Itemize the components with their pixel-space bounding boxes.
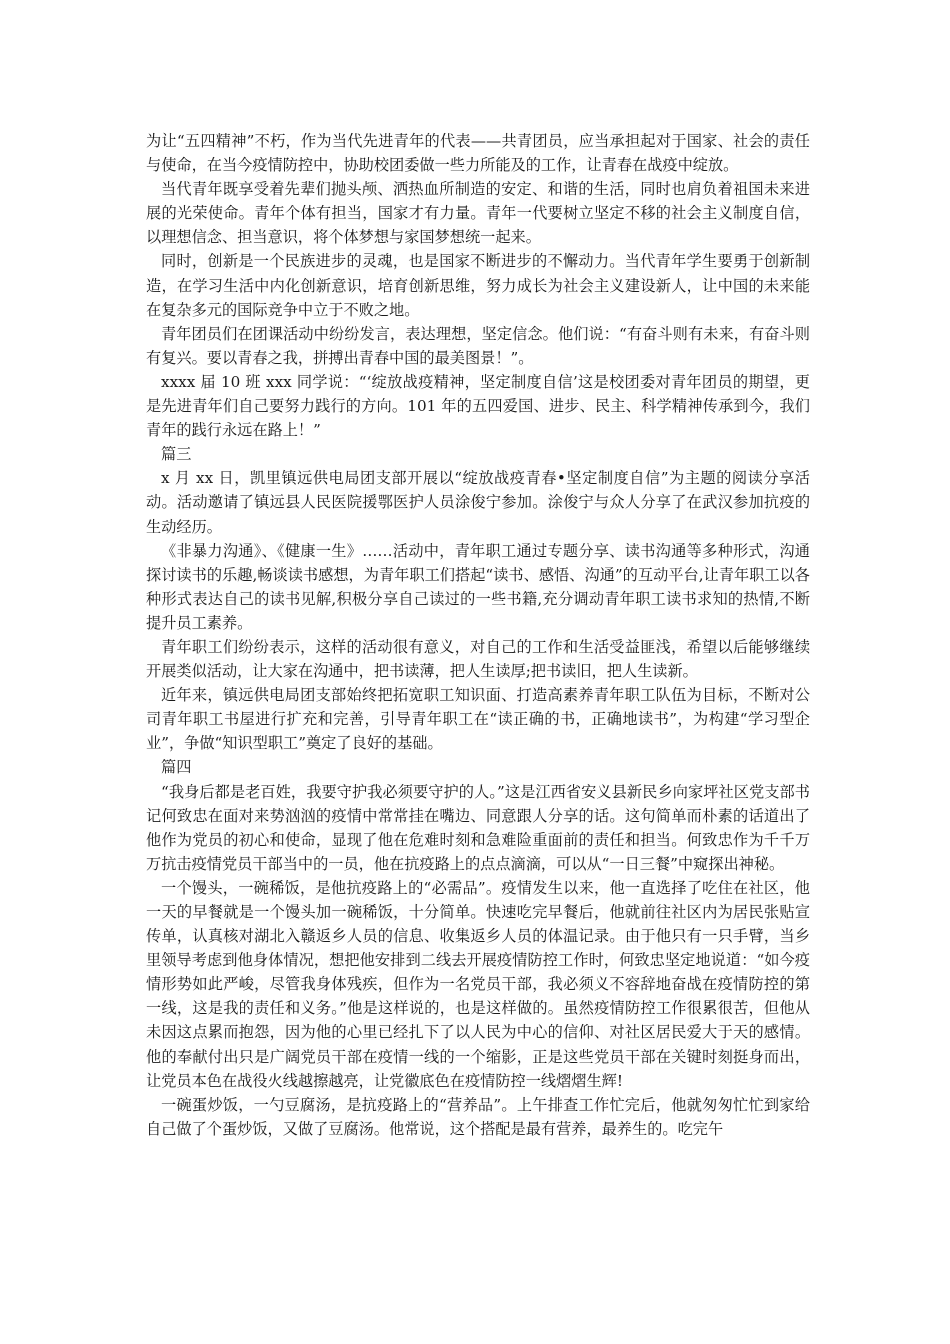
paragraph: 近年来，镇远供电局团支部始终把拓宽职工知识面、打造高素养青年职工队伍为目标，不断对公司青年职工书屋进行扩充和完善，引导青年职工在“读正确的书，正确地读书”，为构建“学习型企业”，争做“知识型职工”奠定了良好的基础。 bbox=[146, 686, 810, 753]
paragraph: 为让“五四精神”不朽，作为当代先进青年的代表——共青团员，应当承担起对于国家、社会的责任与使命，在当今疫情防控中，协助校团委做一些力所能及的工作，让青春在战疫中绽放。 bbox=[146, 132, 810, 175]
document-body bbox=[146, 129, 810, 1141]
paragraph: 青年团员们在团课活动中纷纷发言，表达理想，坚定信念。他们说：“有奋斗则有未来，有奋斗则有复兴。要以青春之我，拼搏出青春中国的最美图景！”。 bbox=[146, 324, 810, 367]
paragraph: x 月 xx 日，凯里镇远供电局团支部开展以“绽放战疫青春•坚定制度自信”为主题的阅读分享活动。活动邀请了镇远县人民医院援鄂医护人员涂俊宁参加。涂俊宁与众人分享了在武汉参加抗疫的生动经历。 bbox=[146, 469, 810, 536]
paragraph: 青年职工们纷纷表示，这样的活动很有意义，对自己的工作和生活受益匪浅，希望以后能够继续开展类似活动，让大家在沟通中，把书读薄，把人生读厚;把书读旧，把人生读新。 bbox=[146, 637, 810, 681]
paragraph: xxxx 届 10 班 xxx 同学说：“‘绽放战疫精神，坚定制度自信’这是校团委对青年团员的期望，更是先进青年们自己要努力践行的方向。101 年的五四爱国、进步、民主、科学精神传承到今，我们青年的践行永远在路上！” bbox=[146, 372, 810, 440]
paragraph: “我身后都是老百姓，我要守护我必须要守护的人。”这是江西省安义县新民乡向家坪社区党支部书记何致忠在面对来势汹汹的疫情中常常挂在嘴边、同意跟人分享的话。这句简单而朴素的话道出了他作为党员的初心和使命，显现了他在危难时刻和急难险重面前的责任和担当。何致忠作为千千万万抗击疫情党员干部当中的一员，他在抗疫路上的点点滴滴，可以从“一日三餐”中窥探出神秘。 bbox=[146, 782, 810, 873]
paragraph: 同时，创新是一个民族进步的灵魂，也是国家不断进步的不懈动力。当代青年学生要勇于创新制造，在学习生活中内化创新意识，培育创新思维，努力成长为社会主义建设新人，让中国的未来能在复杂多元的国际竞争中立于不败之地。 bbox=[146, 252, 810, 319]
section-heading: 篇三 bbox=[161, 445, 192, 464]
paragraph: 当代青年既享受着先辈们抛头颅、洒热血所制造的安定、和谐的生活，同时也肩负着祖国未来进展的光荣使命。青年个体有担当，国家才有力量。青年一代要树立坚定不移的社会主义制度自信，以理想信念、担当意识，将个体梦想与家国梦想统一起来。 bbox=[146, 180, 810, 247]
paragraph: 一个馒头，一碗稀饭，是他抗疫路上的“必需品”。疫情发生以来，他一直选择了吃住在社区，他一天的早餐就是一个馒头加一碗稀饭，十分简单。快速吃完早餐后，他就前往社区内为居民张贴宣传单，认真核对湖北入赣返乡人员的信息、收集返乡人员的体温记录。由于他只有一只手臂，当乡里领导考虑到他身体情况，想把他安排到二线去开展疫情防控工作时，何致忠坚定地说道：“如今疫情形势如此严峻，尽管我身体残疾，但作为一名党员干部，我必须义不容辞地奋战在疫情防控的第一线，这是我的责任和义务。”他是这样说的，也是这样做的。虽然疫情防控工作很累很苦，但他从未因这点累而抱怨，因为他的心里已经扎下了以人民为中心的信仰、对社区居民爱大于天的感情。他的奉献付出只是广阔党员干部在疫情一线的一个缩影，正是这些党员干部在关键时刻挺身而出，让党员本色在战役火线越擦越亮，让党徽底色在疫情防控一线熠熠生辉! bbox=[146, 878, 810, 1090]
paragraph: 《非暴力沟通》、《健康一生》……活动中，青年职工通过专题分享、读书沟通等多种形式，沟通探讨读书的乐趣,畅谈读书感想，为青年职工们搭起“读书、感悟、沟通”的互动平台,让青年职工以各种形式表达自己的读书见解,积极分享自己读过的一些书籍,充分调动青年职工读书求知的热情,不断提升员工素养。 bbox=[146, 541, 810, 632]
section-heading: 篇四 bbox=[161, 758, 192, 777]
paragraph: 一碗蛋炒饭，一勺豆腐汤，是抗疫路上的“营养品”。上午排查工作忙完后，他就匆匆忙忙到家给自己做了个蛋炒饭，又做了豆腐汤。他常说，这个搭配是最有营养，最养生的。吃完午 bbox=[146, 1095, 810, 1138]
